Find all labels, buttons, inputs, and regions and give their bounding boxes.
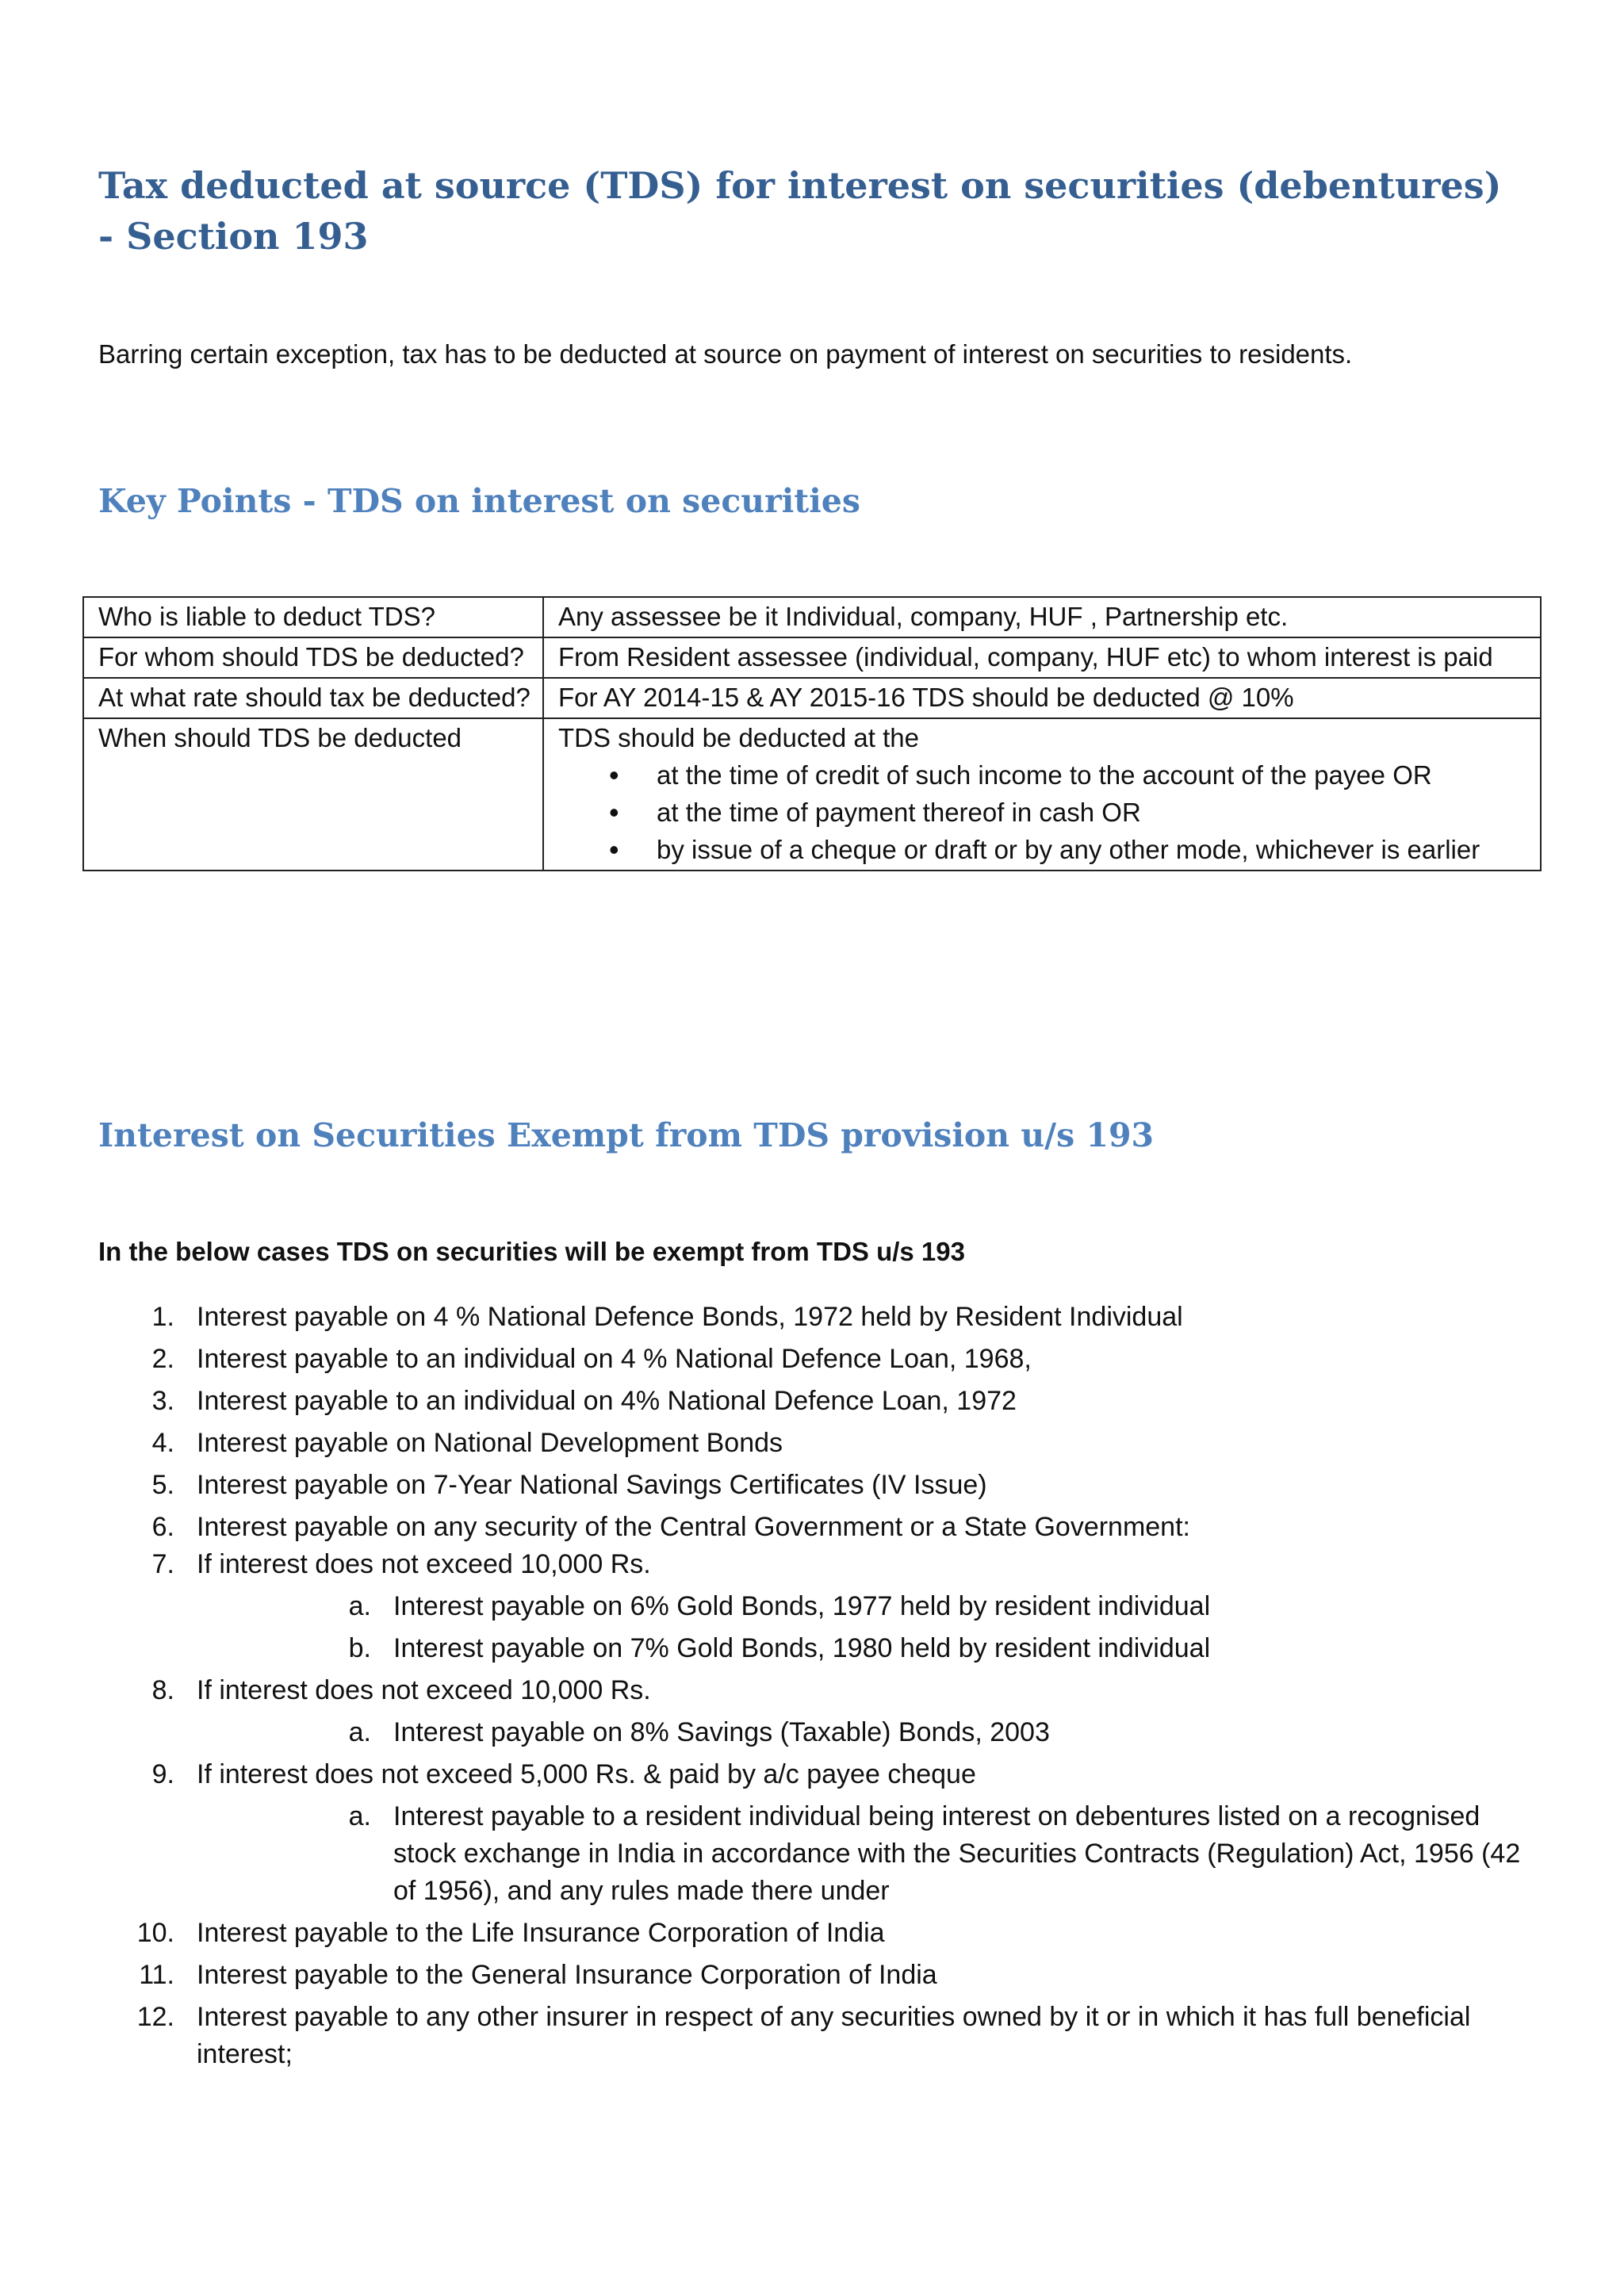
table-row — [83, 678, 1541, 718]
list-number: 11. — [139, 1960, 174, 1990]
sub-list-item — [197, 1798, 1542, 1910]
list-item-text: Interest payable on 7-Year National Savings Certificates (IV Issue) — [197, 1470, 987, 1500]
key-points-heading: Key Points - TDS on interest on securities — [98, 482, 860, 520]
list-number: 3. — [151, 1386, 174, 1416]
list-item — [98, 1509, 1542, 1546]
sub-list-letter: a. — [348, 1801, 371, 1831]
table-row — [83, 718, 1541, 871]
list-item-text: Interest payable to the Life Insurance Corporation of India — [197, 1918, 885, 1948]
list-item — [98, 1425, 1542, 1462]
list-item-text: Interest payable on National Development Bonds — [197, 1428, 783, 1458]
exempt-list — [98, 1299, 1542, 2078]
list-number: 10. — [136, 1918, 174, 1948]
sub-list-item — [197, 1588, 1542, 1625]
list-number: 9. — [151, 1759, 174, 1789]
table-cell-answer: Any assessee be it Individual, company, HUF , Partnership etc. — [543, 597, 1541, 637]
sub-list-item-text: Interest payable to a resident individual being interest on debentures listed on a recognised stock exchange in India in accordance with the Securities Contracts (Regulation) Act, 1956 (42 of 1956), and any rules made there under — [393, 1801, 1521, 1906]
table-cell-question: For whom should TDS be deducted? — [83, 637, 543, 678]
bullet-list — [558, 756, 1530, 868]
list-item-text: Interest payable to any other insurer in respect of any securities owned by it or in which it has full beneficial interest; — [197, 2002, 1471, 2069]
exempt-intro: In the below cases TDS on securities will be exempt from TDS u/s 193 — [98, 1237, 965, 1266]
sub-list-letter: a. — [348, 1591, 371, 1621]
list-item-text: If interest does not exceed 5,000 Rs. & paid by a/c payee cheque — [197, 1759, 976, 1789]
answer-lead-text: TDS should be deducted at the — [558, 723, 919, 752]
list-number: 12. — [136, 2002, 174, 2032]
sub-list — [197, 1714, 1542, 1751]
list-item — [98, 1915, 1542, 1952]
key-points-table — [82, 596, 1542, 871]
list-item: • at the time of payment thereof in cash OR — [558, 794, 1530, 831]
list-item: • at the time of credit of such income to the account of the payee OR — [558, 756, 1530, 794]
sub-list-letter: b. — [348, 1633, 371, 1663]
sub-list-item — [197, 1630, 1542, 1667]
list-number: 5. — [151, 1470, 174, 1500]
list-item-text: If interest does not exceed 10,000 Rs. — [197, 1549, 651, 1579]
list-item-text: Interest payable on any security of the Central Government or a State Government: — [197, 1512, 1190, 1542]
list-item: • by issue of a cheque or draft or by any other mode, whichever is earlier — [558, 831, 1530, 868]
sub-list-item — [197, 1714, 1542, 1751]
table-row — [83, 597, 1541, 637]
sub-list-item-text: Interest payable on 8% Savings (Taxable) Bonds, 2003 — [393, 1717, 1050, 1747]
list-item — [98, 1383, 1542, 1420]
list-item — [98, 1299, 1542, 1336]
list-number: 2. — [151, 1344, 174, 1374]
list-number: 4. — [151, 1428, 174, 1458]
list-item-text: Interest payable to the General Insurance Corporation of India — [197, 1960, 937, 1990]
sub-list — [197, 1588, 1542, 1667]
list-number: 8. — [151, 1675, 174, 1705]
table-cell-answer: From Resident assessee (individual, company, HUF etc) to whom interest is paid — [543, 637, 1541, 678]
list-item — [98, 1672, 1542, 1751]
table-cell-question: When should TDS be deducted — [83, 718, 543, 871]
list-item-text: Interest payable to an individual on 4% National Defence Loan, 1972 — [197, 1386, 1017, 1416]
list-item-text: If interest does not exceed 10,000 Rs. — [197, 1675, 651, 1705]
list-item-text: Interest payable to an individual on 4 % National Defence Loan, 1968, — [197, 1344, 1032, 1374]
exempt-heading: Interest on Securities Exempt from TDS provision u/s 193 — [98, 1116, 1155, 1154]
table-cell-question: Who is liable to deduct TDS? — [83, 597, 543, 637]
list-item — [98, 1546, 1542, 1667]
list-item — [98, 1999, 1542, 2073]
page-title: Tax deducted at source (TDS) for interest on securities (debentures) - Section 193 — [98, 164, 1502, 258]
list-item-text: Interest payable on 4 % National Defence Bonds, 1972 held by Resident Individual — [197, 1302, 1183, 1332]
sub-list-item-text: Interest payable on 6% Gold Bonds, 1977 held by resident individual — [393, 1591, 1211, 1621]
sub-list-letter: a. — [348, 1717, 371, 1747]
list-number: 1. — [151, 1302, 174, 1332]
table-cell-question: At what rate should tax be deducted? — [83, 678, 543, 718]
list-item — [98, 1341, 1542, 1378]
sub-list-item-text: Interest payable on 7% Gold Bonds, 1980 held by resident individual — [393, 1633, 1211, 1663]
list-number: 7. — [151, 1549, 174, 1579]
list-item — [98, 1957, 1542, 1994]
sub-list — [197, 1798, 1542, 1910]
list-item — [98, 1467, 1542, 1504]
table-cell-answer: For AY 2014-15 & AY 2015-16 TDS should be deducted @ 10% — [543, 678, 1541, 718]
list-item — [98, 1756, 1542, 1910]
table-row — [83, 637, 1541, 678]
table-cell-answer — [543, 718, 1541, 871]
intro-paragraph: Barring certain exception, tax has to be deducted at source on payment of interest on securities to residents. — [98, 339, 1353, 369]
list-number: 6. — [151, 1512, 174, 1542]
